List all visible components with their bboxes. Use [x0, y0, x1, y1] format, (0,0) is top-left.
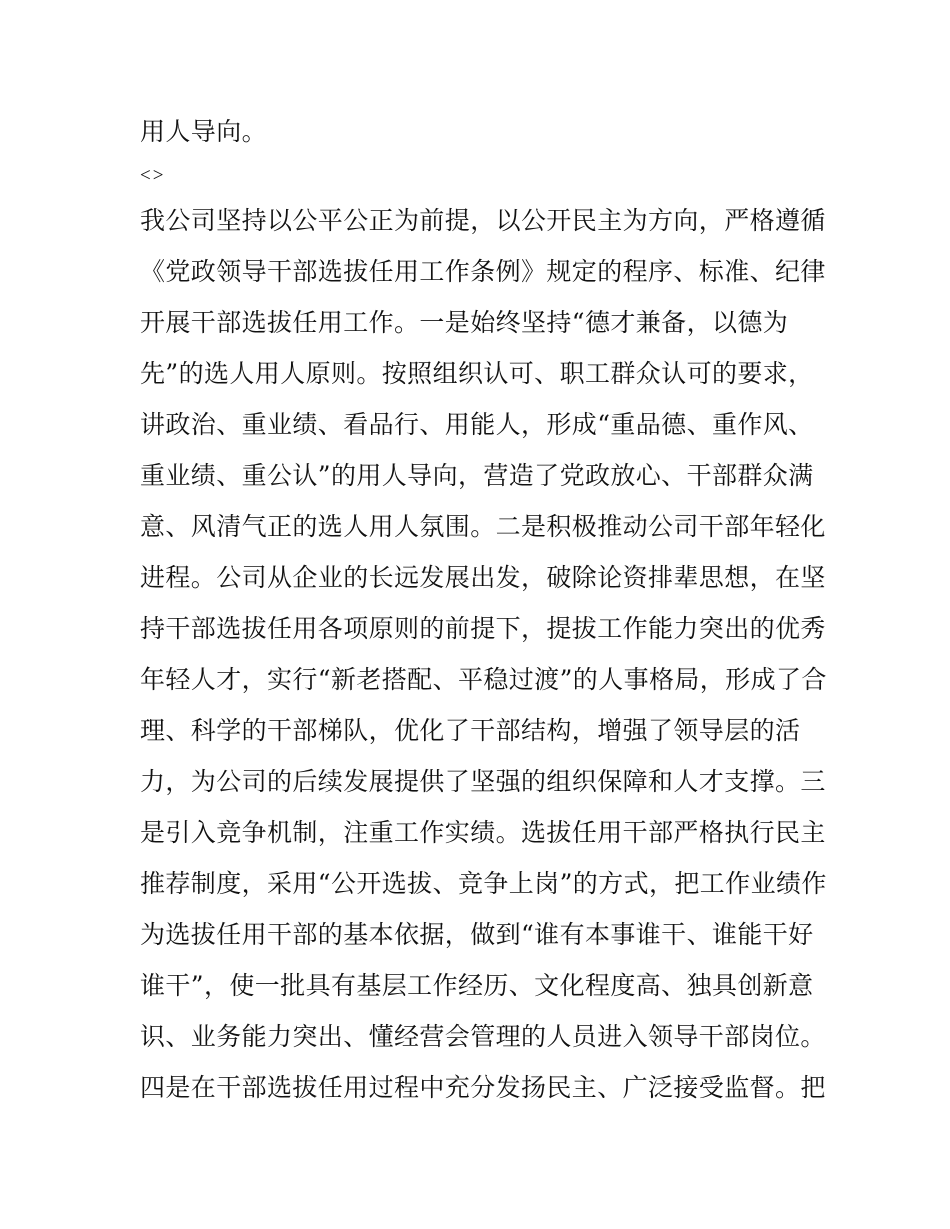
paragraph-line: 推荐制度，采用“公开选拔、竞争上岗”的方式，把工作业绩作 — [140, 869, 827, 898]
paragraph-line: 四是在干部选拔任用过程中充分发扬民主、广泛接受监督。把 — [140, 1073, 826, 1102]
paragraph-line: 为选拔任用干部的基本依据，做到“谁有本事谁干、谁能干好 — [140, 920, 814, 949]
paragraph-line: 《党政领导干部选拔任用工作条例》规定的程序、标准、纪律 — [140, 257, 826, 286]
paragraph-line: 力，为公司的后续发展提供了坚强的组织保障和人才支撑。三 — [140, 767, 826, 796]
body-paragraph — [140, 195, 827, 1113]
paragraph-line: 先”的选人用人原则。按照组织认可、职工群众认可的要求， — [140, 359, 814, 388]
paragraph-line: 我公司坚持以公平公正为前提，以公开民主为方向，严格遵循 — [140, 206, 826, 235]
section-marker: <> — [140, 165, 166, 186]
paragraph-line: 持干部选拔任用各项原则的前提下，提拔工作能力突出的优秀 — [140, 614, 826, 643]
paragraph-line: 理、科学的干部梯队，优化了干部结构，增强了领导层的活 — [140, 716, 801, 745]
document-body — [140, 106, 827, 1113]
paragraph-line: 谁干”，使一批具有基层工作经历、文化程度高、独具创新意 — [140, 971, 814, 1000]
paragraph-line: 意、风清气正的选人用人氛围。二是积极推动公司干部年轻化 — [140, 512, 826, 541]
paragraph-line: 重业绩、重公认”的用人导向，营造了党政放心、干部群众满 — [140, 461, 814, 490]
paragraph-line: 开展干部选拔任用工作。一是始终坚持“德才兼备，以德为 — [140, 308, 789, 337]
heading-line: 用人导向。 — [140, 117, 268, 146]
paragraph-line: 年轻人才，实行“新老搭配、平稳过渡”的人事格局，形成了合 — [140, 665, 827, 694]
paragraph-line: 是引入竞争机制，注重工作实绩。选拔任用干部严格执行民主 — [140, 818, 826, 847]
paragraph-line: 进程。公司从企业的长远发展出发，破除论资排辈思想，在坚 — [140, 563, 826, 592]
paragraph-line: 识、业务能力突出、懂经营会管理的人员进入领导干部岗位。 — [140, 1022, 826, 1051]
paragraph-line: 讲政治、重业绩、看品行、用能人，形成“重品德、重作风、 — [140, 410, 814, 439]
